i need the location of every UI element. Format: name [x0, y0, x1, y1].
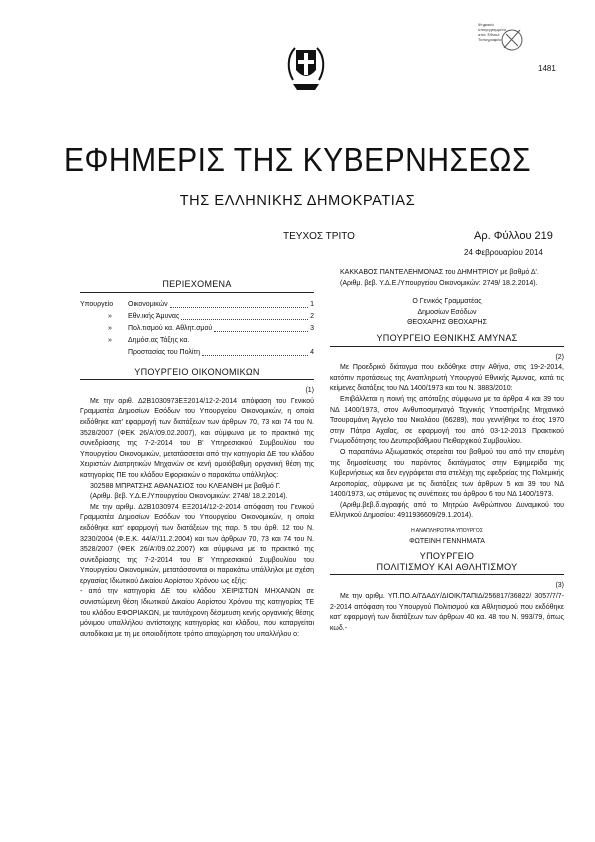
item-number: (3) — [555, 582, 564, 590]
toc-ministry: » — [108, 336, 112, 344]
signature-name: ΦΩΤΕΙΝΗ ΓΕΝΝΗΜΑΤΑ — [409, 537, 485, 545]
toc-ministry: Υπουργείο — [80, 300, 114, 308]
toc-row[interactable] — [80, 335, 314, 347]
paragraph: Ο παραπάνω Αξιωματικός στερείται του βαθμού του από την επομένη της δημοσίευσης του παρόντος διατάγματος στην Εφημερίδα της Κυβερνήσεως και δεν εγγράφεται στα στελέχη της εφεδρείας της Πολεμικής Αεροπορίας, σύμφωνα με τις διατάξεις των άρθρων 5 και 39 του ΝΔ 1400/1973, ως στάμενος τις συνέπειες του άρθρου 6 του ΝΔ 1400/1973. — [330, 448, 564, 499]
paragraph: Με την αριθμ. Δ2Β1030974 ΕΞ2014/12-2-2014 απόφαση του Γενικού Γραμματέα Δημοσίων Εσόδων του Υπουργείου Οικονομικών, η οποία εκδόθηκε κατ' εφαρμογή των διατάξεων της παρ. 5 του άρθ. 12 του Ν. 3230/2004 (Φ.Ε.Κ. 44/Α'/11.2.2004) και των άρθρων 70, 73 και 74 του Ν. 3528/2007 (ΦΕΚ 26/Α'/09.02.2007) και σύμφωνα με το πρακτικό της συνεδρίασης της 7-2-2014 του Β' Υπηρεσιακού Συμβουλίου του Υπουργείου Οικονομικών, μετατάσσονται οι παρακάτω υπάλληλοι με σχέση εργασίας Ιδιωτικού Δικαίου Αορίστου Χρόνου ως εξής: — [80, 503, 314, 585]
signature-name: ΘΕΟΧΑΡΗΣ ΘΕΟΧΑΡΗΣ — [407, 319, 487, 327]
paragraph: Με την αριθ. Δ2Β1030973ΕΞ2014/12-2-2014 απόφαση του Γενικού Γραμματέα Δημοσίων Εσόδων του Υπουργείου Οικονομικών, η οποία εκδόθηκε κατ' εφαρμογή των διατάξεων των άρθρων 70, 73 και 74 του Ν. 3528/2007 (ΦΕΚ 26/Α'/09.02.2007), και σύμφωνα με το πρακτικό της συνεδρίασης της 7-2-2014 του Β' Υπηρεσιακού Συμβουλίου του Υπουργείου Οικονομικών, μετατάσσεται από την κατηγορία ΔΕ του κλάδου Χειριστών Διατρητικών Μηχανών σε κενή ομοιόβαθμη οργανική θέση της κατηγορίας ΠΕ του κλάδου Εφοριακών ο παρακάτω υπάλληλος: — [80, 397, 314, 479]
toc-entry: Εθν.ικής Άμυνας — [128, 312, 180, 320]
toc-entry: Προστασίας του Πολίτη — [128, 348, 201, 356]
divider — [330, 574, 564, 575]
signature-mark-icon — [500, 24, 524, 56]
left-column — [80, 279, 314, 640]
toc-row[interactable] — [80, 323, 314, 335]
stamp-text: Ψηφιακά υπογεγραμμένο από: Εθνικό Τυπογραφείο — [478, 22, 507, 42]
paragraph: (Αριθμ. βεβ. Υ.Δ.Ε./Υπουργείου Οικονομικών: 2748/ 18.2.2014). — [90, 493, 288, 501]
gazette-title: ΕΦΗΜΕΡΙΣ ΤΗΣ ΚΥΒΕΡΝΗΣΕΩΣ — [63, 141, 532, 179]
table-of-contents — [80, 299, 314, 359]
greek-coat-of-arms-icon — [285, 40, 327, 95]
paragraph: 302588 ΜΠΡΑΤΣΗΣ ΑΘΑΝΑΣΙΟΣ του ΚΛΕΑΝΘΗ με βαθμό Γ. — [90, 482, 281, 490]
sheet-number: Αρ. Φύλλου 219 — [474, 230, 553, 242]
toc-page: 3 — [310, 324, 314, 332]
toc-page: 2 — [310, 312, 314, 320]
toc-row[interactable] — [80, 311, 314, 323]
section-heading: ΠΟΛΙΤΙΣΜΟΥ ΚΑΙ ΑΘΛΗΤΙΣΜΟΥ — [376, 561, 518, 572]
paragraph: (Αριθμ. βεβ. Υ.Δ.Ε./Υπουργείου Οικονομικών: 2749/ 18.2.2014). — [340, 279, 538, 287]
toc-entry: Δημόσ.ας Τάξης κα. — [128, 336, 190, 344]
gazette-subtitle: ΤΗΣ ΕΛΛΗΝΙΚΗΣ ΔΗΜΟΚΡΑΤΙΑΣ — [179, 193, 416, 209]
paragraph: - από την κατηγορία ΔΕ του κλάδου ΧΕΙΡΙΣΤΩΝ ΜΗΧΑΝΩΝ σε συνιστώμενη θέση Ιδιωτικού Δικαίου Αορίστου Χρόνου της κατηγορίας ΤΕ του κλάδου ΕΦΟΡΙΑΚΩΝ, με ταυτόχρονη δέσμευση κενής οργανικής θέσης μόνιμου υπαλλήλου αντίστοιχης κατηγορίας και κλάδου, που καταργείται αυτοδίκαια με τη με οποιοδήποτε τρόπο αποχώρηση του υπαλλήλου ο: — [80, 588, 314, 638]
toc-page: 1 — [310, 300, 314, 308]
toc-ministry: » — [108, 312, 112, 320]
toc-heading: ΠΕΡΙΕΧΟΜΕΝΑ — [162, 279, 232, 289]
toc-ministry: » — [108, 324, 112, 332]
section-heading: ΥΠΟΥΡΓΕΙΟ ΕΘΝΙΚΗΣ ΑΜΥΝΑΣ — [376, 332, 518, 343]
issue-series: ΤΕΥΧΟΣ ΤΡΙΤΟ — [283, 231, 355, 242]
issue-date: 24 Φεβρουαρίου 2014 — [464, 248, 543, 257]
right-column — [330, 268, 564, 634]
toc-row[interactable] — [80, 347, 314, 359]
signature-role: Δημοσίων Εσόδων — [417, 308, 477, 316]
toc-row[interactable] — [80, 299, 314, 311]
paragraph: Επιβάλλεται η ποινή της απόταξης σύμφωνα με τα άρθρα 4 και 39 του ΝΔ 1400/1973, στον Ανθυποσμηναγό Τεχνικής Υποστήριξης Μηχανικό Τσουραμάνη Άγγελο του Νικολάου (66289), που γεννήθηκε το έτος 1970 στην Πάτρα Αχαΐας, σε εφαρμογή του από 03-12-2013 Πρακτικού Γνωμοδότησης του Δευτεροβάθμιου Πειθαρχικού Συμβουλίου. — [330, 395, 564, 446]
section-heading: ΥΠΟΥΡΓΕΙΟ ΟΙΚΟΝΟΜΙΚΩΝ — [134, 366, 260, 377]
paragraph: ΚΑΚΚΑΒΟΣ ΠΑΝΤΕΛΕΗΜΟΝΑΣ του ΔΗΜΗΤΡΙΟΥ με βαθμό Δ'. — [340, 269, 539, 276]
page-number: 1481 — [538, 64, 556, 73]
paragraph: Με την αριθμ. ΥΠ.ΠΟ.Α/ΓΔΑΔΥ/ΔΙΟΙΚ/ΤΑΠΙΔ/256817/36822/ 3057/7/7-2-2014 απόφαση του Υπουργού Πολιτισμού και Αθλητισμού που εκδόθηκε κατ' εφαρμογή των διατάξεων των άρθρων 40 κα. 48 του Ν. 993/79, όπως κωδ.- — [330, 593, 564, 632]
divider — [80, 292, 314, 293]
item-number: (2) — [555, 353, 564, 361]
digital-signature-stamp — [478, 22, 526, 60]
section-heading: ΥΠΟΥΡΓΕΙΟ — [419, 551, 475, 562]
item-number: (1) — [305, 387, 314, 395]
toc-page: 4 — [310, 348, 314, 356]
divider — [330, 346, 564, 347]
toc-entry: Οικονομικών — [128, 300, 168, 308]
signature-role: Η ΑΝΑΠΛΗΡΩΤΡΙΑ ΥΠΟΥΡΓΟΣ — [411, 528, 483, 535]
paragraph: (Αριθμ.βεβ.δ.αγραφής από το Μητρώο Ανθρώπινου Δυναμικού του Ελληνικού Δημοσίου: 4911936609/29.1.2014). — [330, 501, 564, 520]
paragraph: Με Προεδρικό διάταγμα που εκδόθηκε στην Αθήνα, στις 19-2-2014, κατόπιν προτάσεως της Αναπληρωτή Υπουργού Εθνικής Άμυνας, κατά τις κείμενες διατάξεις του ΝΔ 1400/1973 και του Ν. 3883/2010: — [330, 364, 564, 393]
signature-role: Ο Γενικός Γραμματέας — [412, 298, 482, 306]
divider — [80, 379, 314, 380]
toc-entry: Πολ.τισμού κα. Αθλητ.σμού — [128, 324, 213, 332]
